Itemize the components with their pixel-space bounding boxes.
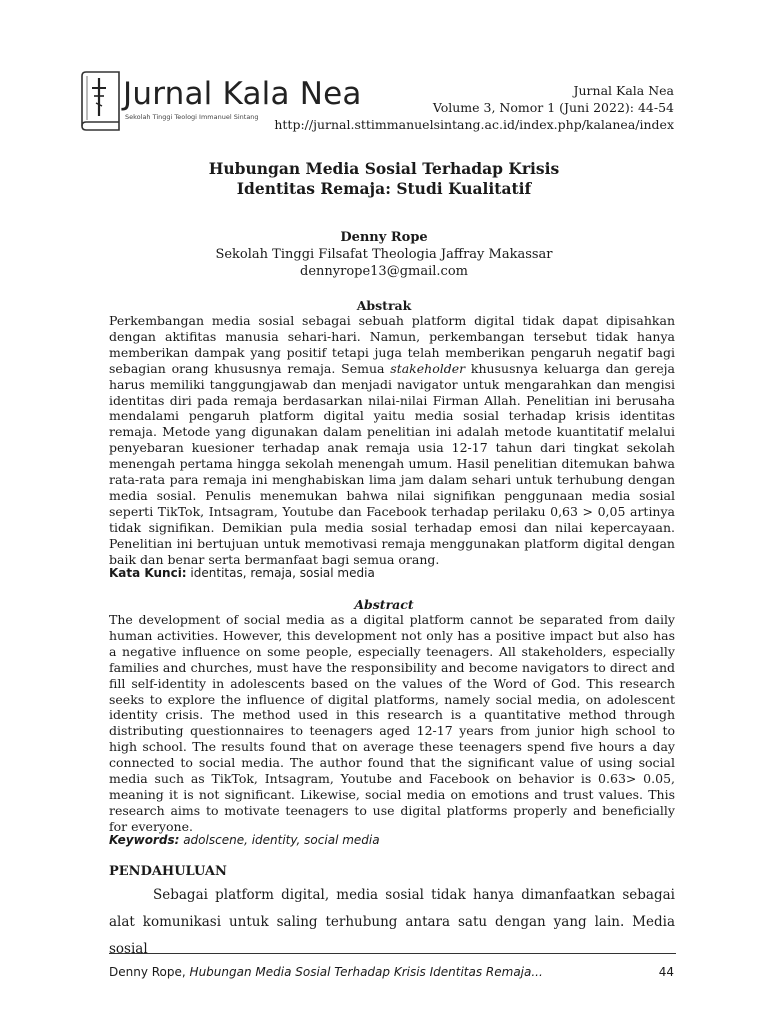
footer-author: Denny Rope, xyxy=(109,965,186,979)
abstrak-text-part-1: Perkembangan media sosial sebagai sebuah platform digital tidak dapat dipisahkan dengan aktifitas manusia sehari-hari. Namun, perkembangan tersebut tidak hanya memberikan dampak yang positif tetapi juga telah memberikan pengaruh negatif bagi sebagian orang khususnya remaja. Semua xyxy=(109,313,675,376)
abstrak-heading: Abstrak xyxy=(356,298,412,313)
logo-subtitle: Sekolah Tinggi Teologi Immanuel Sintang xyxy=(125,113,259,121)
abstrak-paragraph xyxy=(109,313,675,568)
header-volume: Volume 3, Nomor 1 (Juni 2022): 44-54 xyxy=(432,100,674,115)
kata-kunci-label: Kata Kunci: xyxy=(109,566,187,580)
abstract-paragraph: The development of social media as a digital platform cannot be separated from daily human activities. However, this development not only has a positive impact but also has a negative influence on some people, especially teenagers. All stakeholders, especially families and churches, must have the responsibility and become navigators to direct and fill self-identity in adolescents based on the values of the Word of God. This research seeks to explore the influence of digital platforms, namely social media, on adolescent identity crisis. The method used in this research is a quantitative method through distributing questionnaires to teenagers aged 12-17 years from junior high school to high school. The results found that on average these teenagers spend five hours a day connected to social media. The author found that the significant value of using social media such as TikTok, Intsagram, Youtube and Facebook on behavior is 0.63> 0.05, meaning it is not significant. Likewise, social media on emotions and trust values. This research aims to motivate teenagers to use digital platforms properly and beneficially for everyone. xyxy=(109,612,675,834)
abstrak-text-part-2: khususnya keluarga dan gereja harus memiliki tanggungjawab dan menjadi navigator untuk mengarahkan dan mengisi identitas diri pada remaja berdasarkan nilai-nilai Firman Allah. Penelitian ini berusaha mendalami pengaruh platform digital yaitu media sosial terhadap krisis identitas remaja. Metode yang digunakan dalam penelitian ini adalah metode kuantitatif melalui penyebaran kuesioner terhadap anak remaja usia 12-17 tahun dari tingkat sekolah menengah pertama hingga sekolah menengah umum. Hasil penelitian ditemukan bahwa rata-rata para remaja ini menghabiskan lima jam dalam sehari untuk terhubung dengan media sosial. Penulis menemukan bahwa nilai signifikan penggunaan media sosial seperti TikTok, Intsagram, Youtube dan Facebook terhadap perilaku 0,63 > 0,05 artinya tidak signifikan. Demikian pula media sosial terhadap emosi dan nilai kepercayaan. Penelitian ini bertujuan untuk memotivasi remaja menggunakan platform digital dengan baik dan benar serta bermanfaat bagi semua orang. xyxy=(109,360,675,567)
book-cross-icon xyxy=(79,70,123,132)
intro-text: Sebagai platform digital, media sosial tidak hanya dimanfaatkan sebagai alat komunikasi untuk saling terhubung antara satu dengan yang lain. Media sosial xyxy=(109,887,675,957)
page-number: 44 xyxy=(658,965,674,979)
abstrak-emphasis: stakeholder xyxy=(390,360,466,376)
footer-citation xyxy=(109,965,543,979)
keywords-label: Keywords: xyxy=(109,833,180,847)
header-url-link[interactable]: http://jurnal.sttimmanuelsintang.ac.id/index.php/kalanea/index xyxy=(274,117,674,132)
section-heading: PENDAHULUAN xyxy=(109,864,227,879)
abstract-heading: Abstract xyxy=(354,597,414,612)
logo-journal-name: Jurnal Kala Nea xyxy=(123,76,362,112)
kata-kunci-line xyxy=(109,566,375,580)
author-name: Denny Rope xyxy=(340,230,428,245)
article-title-line-2: Identitas Remaja: Studi Kualitatif xyxy=(236,179,532,198)
header-journal-name: Jurnal Kala Nea xyxy=(573,83,674,98)
intro-paragraph xyxy=(109,882,675,963)
article-title-line-1: Hubungan Media Sosial Terhadap Krisis xyxy=(208,159,560,178)
footer-divider xyxy=(109,953,676,954)
footer-title: Hubungan Media Sosial Terhadap Krisis Identitas Remaja... xyxy=(189,965,543,979)
author-affiliation: Sekolah Tinggi Filsafat Theologia Jaffray Makassar xyxy=(215,247,553,262)
keywords-line xyxy=(109,833,380,847)
kata-kunci-value: identitas, remaja, sosial media xyxy=(186,566,375,580)
keywords-value: adolscene, identity, social media xyxy=(179,833,380,847)
author-email: dennyrope13@gmail.com xyxy=(300,264,468,279)
